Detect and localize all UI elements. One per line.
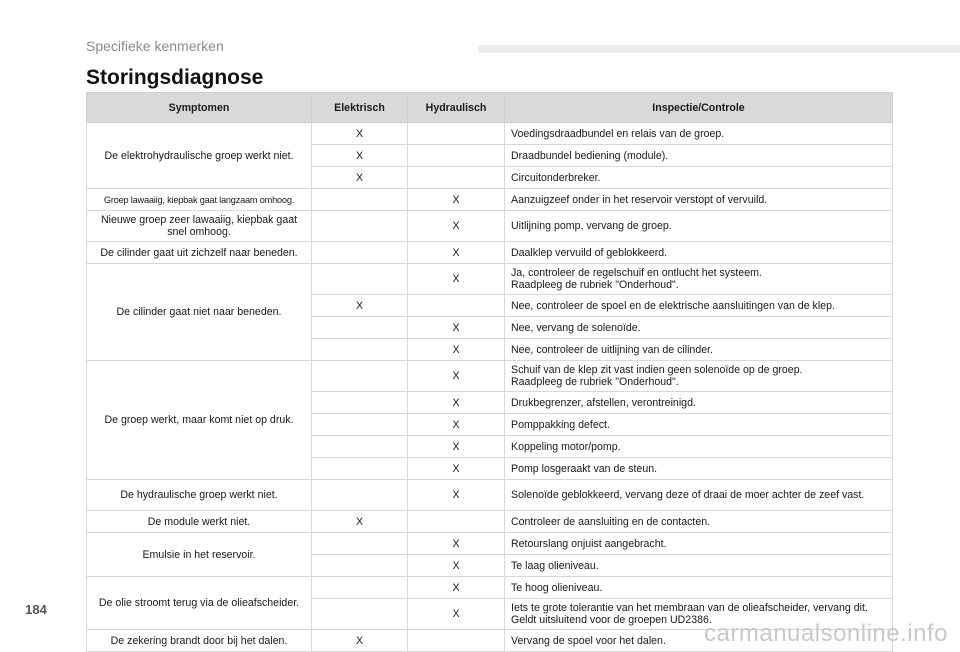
inspection-line: Schuif van de klep zit vast indien geen solenoïde op de groep. <box>511 364 803 376</box>
hydraulic-cell: X <box>408 577 505 599</box>
electrical-cell <box>312 361 408 392</box>
inspection-cell: Voedingsdraadbundel en relais van de groep. <box>505 123 893 145</box>
electrical-cell <box>312 533 408 555</box>
inspection-cell: Daalklep vervuild of geblokkeerd. <box>505 242 893 264</box>
column-header-symptoms: Symptomen <box>87 93 312 123</box>
hydraulic-cell: X <box>408 317 505 339</box>
electrical-cell: X <box>312 145 408 167</box>
electrical-cell <box>312 555 408 577</box>
inspection-cell: Retourslang onjuist aangebracht. <box>505 533 893 555</box>
hydraulic-cell: X <box>408 480 505 511</box>
inspection-cell <box>505 264 893 295</box>
hydraulic-cell <box>408 145 505 167</box>
hydraulic-cell <box>408 511 505 533</box>
watermark-text: carmanualsonline.info <box>704 620 948 647</box>
inspection-cell: Nee, vervang de solenoïde. <box>505 317 893 339</box>
electrical-cell <box>312 414 408 436</box>
inspection-cell: Solenoïde geblokkeerd, vervang deze of draai de moer achter de zeef vast. <box>505 480 893 511</box>
column-header-hydraulic: Hydraulisch <box>408 93 505 123</box>
electrical-cell <box>312 577 408 599</box>
symptom-cell: Emulsie in het reservoir. <box>87 533 312 577</box>
table-row <box>87 533 893 555</box>
hydraulic-cell: X <box>408 555 505 577</box>
inspection-cell: Circuitonderbreker. <box>505 167 893 189</box>
inspection-cell: Te laag olieniveau. <box>505 555 893 577</box>
hydraulic-cell <box>408 123 505 145</box>
inspection-line: Geldt uitsluitend voor de groepen UD2386. <box>511 614 712 626</box>
column-header-inspection: Inspectie/Controle <box>505 93 893 123</box>
symptom-cell: De cilinder gaat uit zichzelf naar beneden. <box>87 242 312 264</box>
section-header-title: Specifieke kenmerken <box>86 38 224 54</box>
hydraulic-cell: X <box>408 436 505 458</box>
table-row <box>87 361 893 392</box>
electrical-cell: X <box>312 630 408 652</box>
hydraulic-cell <box>408 295 505 317</box>
symptom-cell: De cilinder gaat niet naar beneden. <box>87 264 312 361</box>
inspection-line: Iets te grote tolerantie van het membraan van de olieafscheider, vervang dit. <box>511 602 868 614</box>
symptom-cell: De groep werkt, maar komt niet op druk. <box>87 361 312 480</box>
table-row <box>87 511 893 533</box>
diagnosis-table <box>86 92 893 652</box>
inspection-cell <box>505 361 893 392</box>
electrical-cell: X <box>312 295 408 317</box>
hydraulic-cell: X <box>408 414 505 436</box>
inspection-cell: Aanzuigzeef onder in het reservoir verstopt of vervuild. <box>505 189 893 211</box>
table-row <box>87 123 893 145</box>
inspection-cell: Nee, controleer de spoel en de elektrische aansluitingen van de klep. <box>505 295 893 317</box>
column-header-electrical: Elektrisch <box>312 93 408 123</box>
inspection-cell: Koppeling motor/pomp. <box>505 436 893 458</box>
hydraulic-cell: X <box>408 189 505 211</box>
electrical-cell <box>312 264 408 295</box>
hydraulic-cell: X <box>408 599 505 630</box>
electrical-cell: X <box>312 511 408 533</box>
page-number: 184 <box>25 602 47 617</box>
header-divider-bar <box>478 45 960 53</box>
inspection-line: Raadpleeg de rubriek "Onderhoud". <box>511 376 679 388</box>
hydraulic-cell: X <box>408 361 505 392</box>
hydraulic-cell: X <box>408 458 505 480</box>
table-row <box>87 242 893 264</box>
hydraulic-cell: X <box>408 339 505 361</box>
inspection-cell: Pomppakking defect. <box>505 414 893 436</box>
symptom-cell: De module werkt niet. <box>87 511 312 533</box>
inspection-cell: Draadbundel bediening (module). <box>505 145 893 167</box>
electrical-cell <box>312 211 408 242</box>
symptom-cell: Groep lawaaiig, kiepbak gaat langzaam omhoog. <box>87 189 312 211</box>
table-row <box>87 264 893 295</box>
electrical-cell: X <box>312 123 408 145</box>
electrical-cell <box>312 599 408 630</box>
electrical-cell <box>312 458 408 480</box>
electrical-cell <box>312 436 408 458</box>
table-row <box>87 211 893 242</box>
inspection-cell: Vervang de spoel voor het dalen. <box>505 630 893 652</box>
hydraulic-cell: X <box>408 242 505 264</box>
inspection-cell: Uitlijning pomp, vervang de groep. <box>505 211 893 242</box>
symptom-cell: Nieuwe groep zeer lawaaiig, kiepbak gaat snel omhoog. <box>87 211 312 242</box>
symptom-cell: De zekering brandt door bij het dalen. <box>87 630 312 652</box>
hydraulic-cell: X <box>408 533 505 555</box>
symptom-cell: De elektrohydraulische groep werkt niet. <box>87 123 312 189</box>
hydraulic-cell: X <box>408 264 505 295</box>
table-row <box>87 577 893 599</box>
electrical-cell <box>312 242 408 264</box>
table-row <box>87 189 893 211</box>
hydraulic-cell <box>408 630 505 652</box>
hydraulic-cell: X <box>408 211 505 242</box>
inspection-cell: Drukbegrenzer, afstellen, verontreinigd. <box>505 392 893 414</box>
electrical-cell <box>312 317 408 339</box>
electrical-cell <box>312 392 408 414</box>
symptom-cell: De hydraulische groep werkt niet. <box>87 480 312 511</box>
electrical-cell <box>312 339 408 361</box>
electrical-cell <box>312 189 408 211</box>
table-row <box>87 480 893 511</box>
inspection-line: Ja, controleer de regelschuif en ontlucht het systeem. <box>511 267 762 279</box>
hydraulic-cell <box>408 167 505 189</box>
electrical-cell: X <box>312 167 408 189</box>
table-header-row <box>87 93 893 123</box>
page-title: Storingsdiagnose <box>86 66 264 89</box>
symptom-cell: De olie stroomt terug via de olieafscheider. <box>87 577 312 630</box>
inspection-line: Raadpleeg de rubriek "Onderhoud". <box>511 279 679 291</box>
electrical-cell <box>312 480 408 511</box>
inspection-cell: Te hoog olieniveau. <box>505 577 893 599</box>
inspection-cell: Controleer de aansluiting en de contacten. <box>505 511 893 533</box>
hydraulic-cell: X <box>408 392 505 414</box>
inspection-cell: Nee, controleer de uitlijning van de cilinder. <box>505 339 893 361</box>
inspection-cell: Pomp losgeraakt van de steun. <box>505 458 893 480</box>
